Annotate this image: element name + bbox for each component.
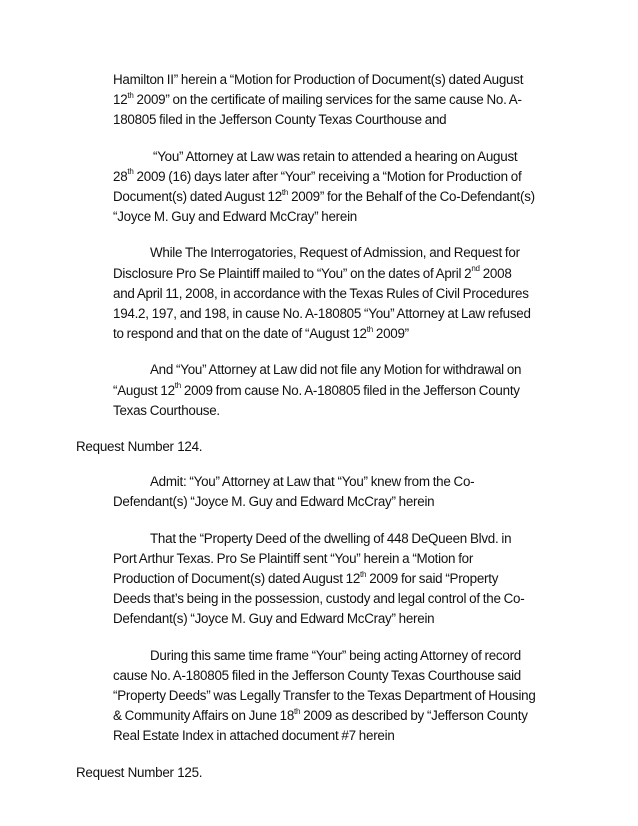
superscript: th: [174, 381, 181, 391]
text-run: cause No. A-180805 filed in the Jefferson County Texas Courthouse said: [113, 667, 522, 683]
text-run: and April 11, 2008, in accordance with the Texas Rules of Civil Procedures: [113, 285, 529, 301]
text-run: Defendant(s) “Joyce M. Guy and Edward McCray” herein: [113, 611, 435, 627]
text-run: 2008: [479, 265, 512, 281]
text-run: Disclosure Pro Se Plaintiff mailed to “You” on the dates of April 2: [113, 265, 472, 281]
superscript: th: [127, 167, 134, 177]
text-run: 2009 (16) days later after “Your” receiving a “Motion for Production of: [133, 168, 522, 184]
paragraph: [113, 529, 568, 630]
text-run: Texas Courthouse.: [113, 402, 220, 418]
paragraph: [113, 646, 568, 747]
text-line: [113, 147, 568, 167]
superscript: th: [281, 187, 289, 197]
text-line: [113, 666, 568, 686]
text-run: “Joyce M. Guy and Edward McCray” herein: [113, 209, 357, 225]
text-run: And “You” Attorney at Law did not file any Motion for withdrawal on: [150, 362, 522, 378]
text-run: 2009 as described by “Jefferson County: [300, 708, 528, 724]
text-run: Deeds that’s being in the possession, custody and legal control of the Co-: [113, 591, 525, 607]
text-line: [113, 304, 568, 324]
text-line: [113, 646, 568, 666]
text-line: [113, 726, 568, 746]
superscript: th: [127, 90, 134, 100]
text-run: 2009” on the certificate of mailing services for the same cause No. A-: [133, 92, 522, 108]
paragraph: [113, 147, 568, 228]
text-line: [113, 549, 568, 569]
text-line: [113, 187, 568, 207]
text-run: 28: [113, 168, 128, 184]
superscript: th: [294, 706, 301, 716]
paragraph: [113, 360, 568, 421]
text-run: 180805 filed in the Jefferson County Texas Courthouse and: [113, 112, 447, 128]
text-run: 2009” for the Behalf of the Co-Defendant(s): [288, 189, 535, 205]
paragraph: [113, 70, 568, 131]
text-line: [113, 706, 568, 726]
text-line: [113, 492, 568, 512]
text-run: 2009”: [372, 326, 409, 342]
text-line: [113, 243, 568, 263]
text-line: [113, 686, 568, 706]
text-line: [113, 589, 568, 609]
text-run: While The Interrogatories, Request of Admission, and Request for: [150, 245, 520, 261]
superscript: nd: [471, 264, 480, 274]
text-run: “August 12: [113, 382, 175, 398]
text-line: [113, 284, 568, 304]
text-run: Port Arthur Texas. Pro Se Plaintiff sent “You” herein a “Motion for: [113, 550, 474, 566]
paragraph: [113, 472, 568, 512]
text-run: 194.2, 197, and 198, in cause No. A-180805 “You” Attorney at Law refused: [113, 306, 531, 322]
text-run: 2009 from cause No. A-180805 filed in the Jefferson County: [180, 382, 520, 398]
text-line: [113, 569, 568, 589]
text-run: “You” Attorney at Law was retain to attended a hearing on August: [153, 148, 518, 164]
text-run: “Property Deeds” was Legally Transfer to the Texas Department of Housing: [113, 688, 536, 704]
text-run: & Community Affairs on June 18: [113, 708, 295, 724]
text-run: Production of Document(s) dated August 12: [113, 571, 361, 587]
paragraph: [113, 243, 568, 344]
text-line: [113, 324, 568, 344]
text-run: Document(s) dated August 12: [113, 189, 282, 205]
text-line: [113, 609, 568, 629]
request-heading: Request Number 124.: [76, 439, 203, 455]
text-line: [113, 529, 568, 549]
text-run: Defendant(s) “Joyce M. Guy and Edward McCray” herein: [113, 494, 435, 510]
text-line: [113, 360, 568, 380]
superscript: th: [360, 569, 367, 579]
superscript: th: [366, 324, 373, 334]
text-line: [113, 401, 568, 421]
text-run: During this same time frame “Your” being acting Attorney of record: [150, 647, 521, 663]
text-run: Admit: “You” Attorney at Law that “You” knew from the Co-: [150, 474, 475, 490]
text-line: [113, 207, 568, 227]
text-line: [113, 90, 568, 110]
text-line: [113, 167, 568, 187]
text-run: That the “Property Deed of the dwelling of 448 DeQueen Blvd. in: [150, 530, 512, 546]
request-heading: Request Number 125.: [76, 764, 203, 780]
text-line: [113, 472, 568, 492]
text-line: [113, 264, 568, 284]
text-run: 12: [113, 92, 128, 108]
text-run: to respond and that on the date of “August 12: [113, 326, 367, 342]
text-line: [113, 70, 568, 90]
text-run: Hamilton II” herein a “Motion for Production of Document(s) dated August: [113, 72, 524, 87]
text-line: [113, 381, 568, 401]
text-run: Real Estate Index in attached document #7 herein: [113, 728, 395, 744]
text-run: 2009 for said “Property: [366, 571, 499, 587]
text-line: [113, 110, 568, 130]
